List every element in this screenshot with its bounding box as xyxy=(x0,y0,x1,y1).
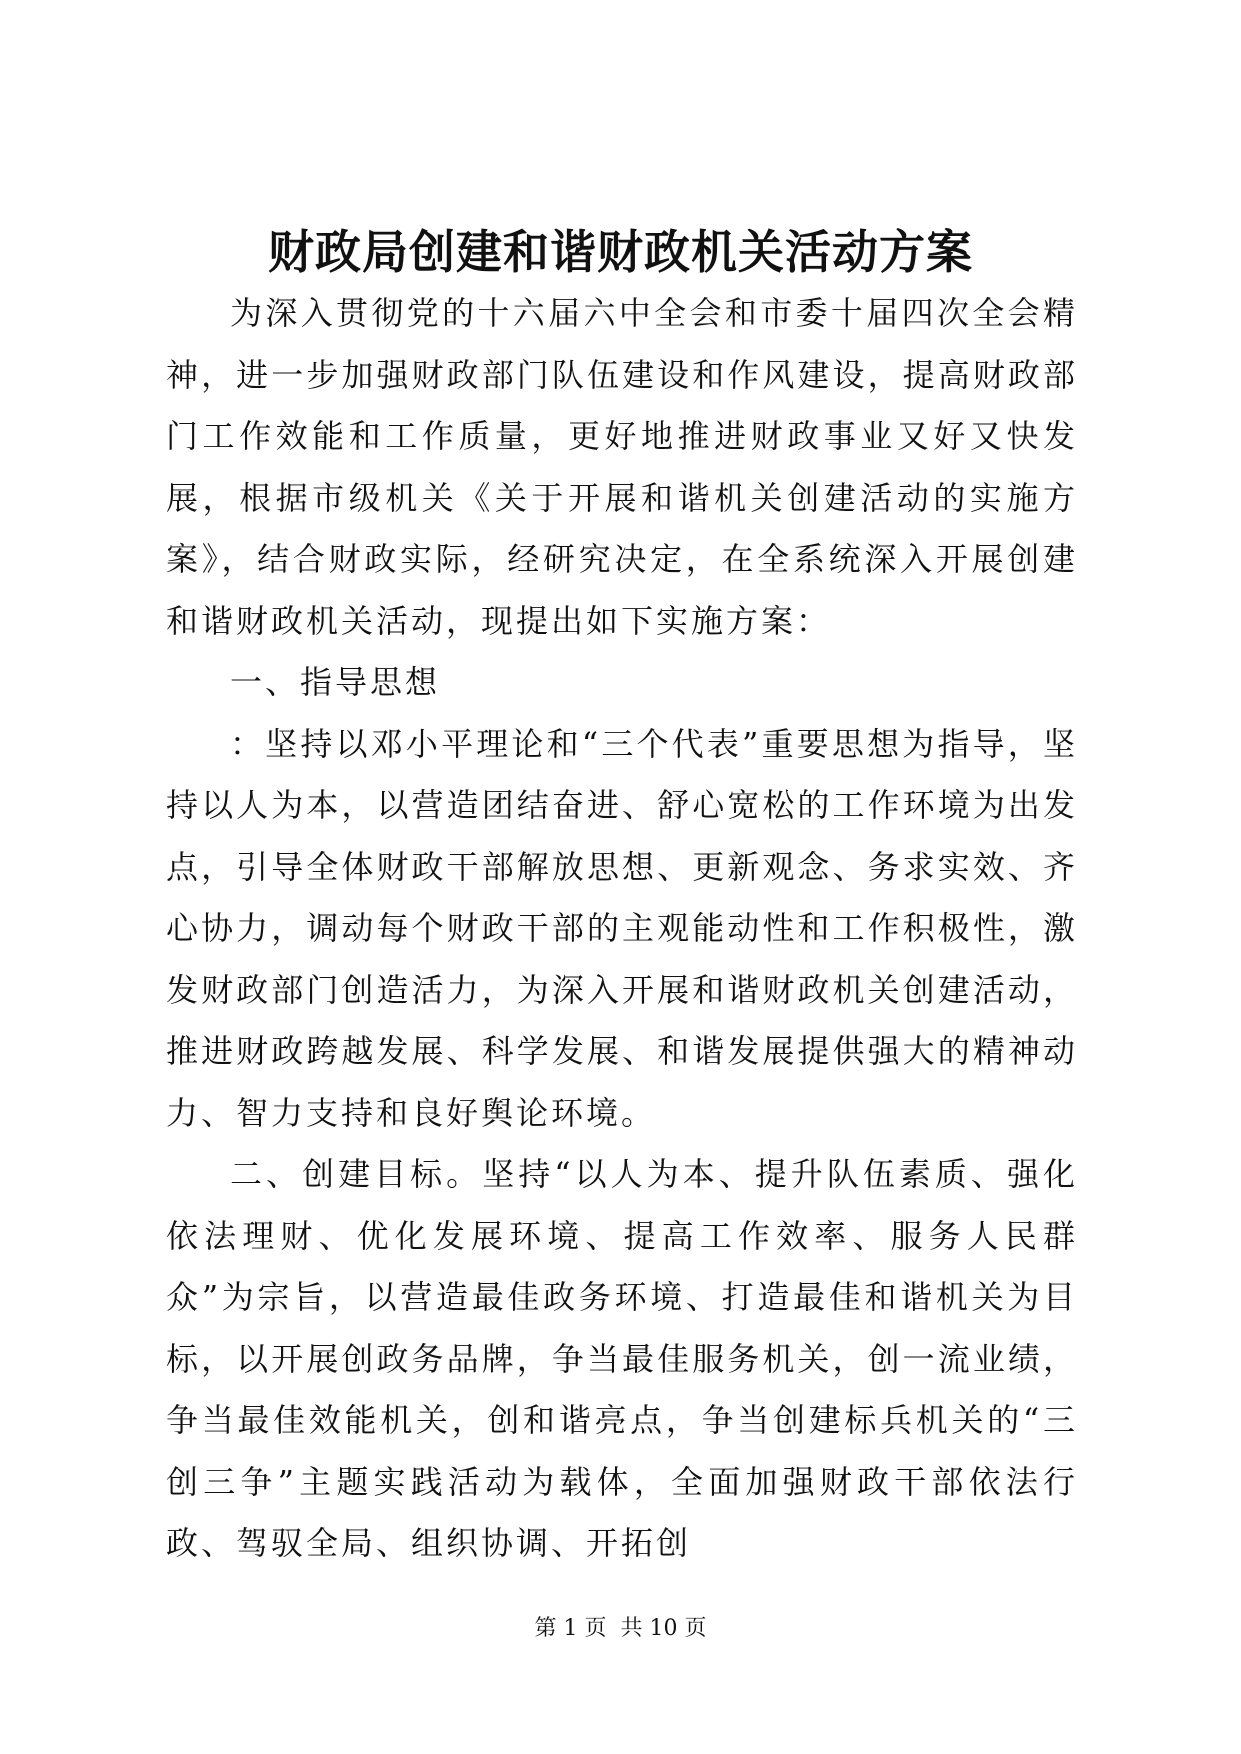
page-number-footer: 第 1 页 共 10 页 xyxy=(534,1616,707,1641)
document-title: 财政局创建和谐财政机关活动方案 xyxy=(268,225,973,279)
paragraph-creation-goals: 二、创建目标。坚持“以人为本、提升队伍素质、强化依法理财、优化发展环境、提高工作效率、服务人民群众”为宗旨，以营造最佳政务环境、打造最佳和谐机关为目标，以开展创政务品牌，争当最佳服务机关，创一流业绩，争当最佳效能机关，创和谐亮点，争当创建标兵机关的“三创三争”主题实践活动为载体，全面加强财政干部依法行政、驾驭全局、组织协调、开拓创 xyxy=(166,1155,1078,1562)
document-body xyxy=(166,283,1078,1575)
section-heading-guiding-ideology: 一、指导思想 xyxy=(230,663,441,701)
paragraph-guiding-ideology: ：坚持以邓小平理论和“三个代表”重要思想为指导，坚持以人为本，以营造团结奋进、舒心宽松的工作环境为出发点，引导全体财政干部解放思想、更新观念、务求实效、齐心协力，调动每个财政干部的主观能动性和工作积极性，激发财政部门创造活力，为深入开展和谐财政机关创建活动，推进财政跨越发展、科学发展、和谐发展提供强大的精神动力、智力支持和良好舆论环境。 xyxy=(166,724,1078,1132)
paragraph-intro: 为深入贯彻党的十六届六中全会和市委十届四次全会精神，进一步加强财政部门队伍建设和作风建设，提高财政部门工作效能和工作质量，更好地推进财政事业又好又快发展，根据市级机关《关于开展和谐机关创建活动的实施方案》，结合财政实际，经研究决定，在全系统深入开展创建和谐财政机关活动，现提出如下实施方案： xyxy=(166,294,1078,640)
